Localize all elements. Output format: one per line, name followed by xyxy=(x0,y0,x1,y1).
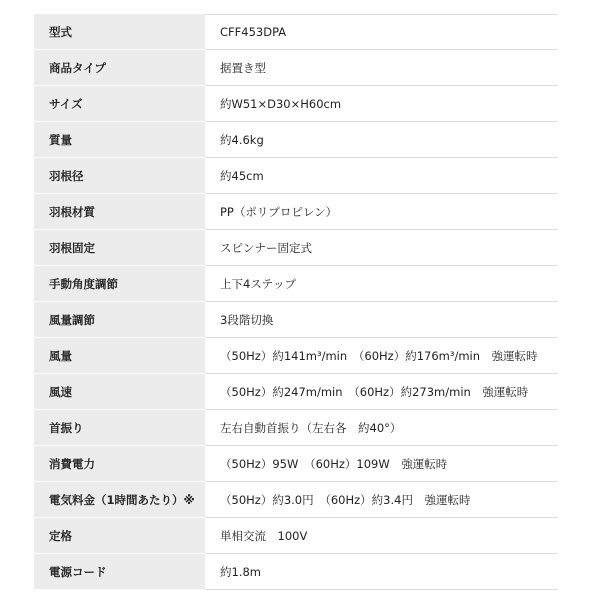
spec-value: 単相交流 100V xyxy=(205,518,558,554)
spec-row-product-type xyxy=(34,50,558,86)
spec-value: 3段階切換 xyxy=(205,302,558,338)
spec-row-manual-angle xyxy=(34,266,558,302)
spec-row-airflow xyxy=(34,338,558,374)
spec-row-rating xyxy=(34,518,558,554)
spec-value: 約1.8m xyxy=(205,554,558,590)
spec-label: 商品タイプ xyxy=(34,50,205,86)
spec-row-size xyxy=(34,86,558,122)
spec-row-blade-material xyxy=(34,194,558,230)
spec-label: 電源コード xyxy=(34,554,205,590)
spec-value: 約45cm xyxy=(205,158,558,194)
spec-value: （50Hz）約141m³/min （60Hz）約176m³/min 強運転時 xyxy=(205,338,558,374)
spec-row-power-cord xyxy=(34,554,558,590)
spec-row-blade-fixing xyxy=(34,230,558,266)
spec-row-oscillation xyxy=(34,410,558,446)
spec-label: 質量 xyxy=(34,122,205,158)
spec-value: PP（ポリプロピレン） xyxy=(205,194,558,230)
spec-value: CFF453DPA xyxy=(205,14,558,50)
spec-label: サイズ xyxy=(34,86,205,122)
spec-label: 型式 xyxy=(34,14,205,50)
spec-label: 定格 xyxy=(34,518,205,554)
spec-value: 左右自動首振り（左右各 約40°） xyxy=(205,410,558,446)
spec-row-model xyxy=(34,14,558,50)
spec-label: 羽根材質 xyxy=(34,194,205,230)
spec-table xyxy=(34,14,558,590)
spec-row-electricity-cost xyxy=(34,482,558,518)
spec-value: 据置き型 xyxy=(205,50,558,86)
spec-label: 風量調節 xyxy=(34,302,205,338)
spec-label: 羽根径 xyxy=(34,158,205,194)
spec-value: （50Hz）約3.0円 （60Hz）約3.4円 強運転時 xyxy=(205,482,558,518)
spec-label: 手動角度調節 xyxy=(34,266,205,302)
spec-value: 上下4ステップ xyxy=(205,266,558,302)
spec-label: 消費電力 xyxy=(34,446,205,482)
spec-value: スピンナー固定式 xyxy=(205,230,558,266)
spec-value: 約4.6kg xyxy=(205,122,558,158)
spec-label: 電気料金（1時間あたり）※ xyxy=(34,482,205,518)
spec-label: 風速 xyxy=(34,374,205,410)
spec-value: （50Hz）約247m/min （60Hz）約273m/min 強運転時 xyxy=(205,374,558,410)
spec-value: 約W51×D30×H60cm xyxy=(205,86,558,122)
spec-row-weight xyxy=(34,122,558,158)
spec-label: 風量 xyxy=(34,338,205,374)
spec-value: （50Hz）95W （60Hz）109W 強運転時 xyxy=(205,446,558,482)
spec-label: 羽根固定 xyxy=(34,230,205,266)
spec-row-power-consumption xyxy=(34,446,558,482)
spec-label: 首振り xyxy=(34,410,205,446)
spec-row-wind-speed xyxy=(34,374,558,410)
spec-row-airflow-control xyxy=(34,302,558,338)
spec-row-blade-diameter xyxy=(34,158,558,194)
